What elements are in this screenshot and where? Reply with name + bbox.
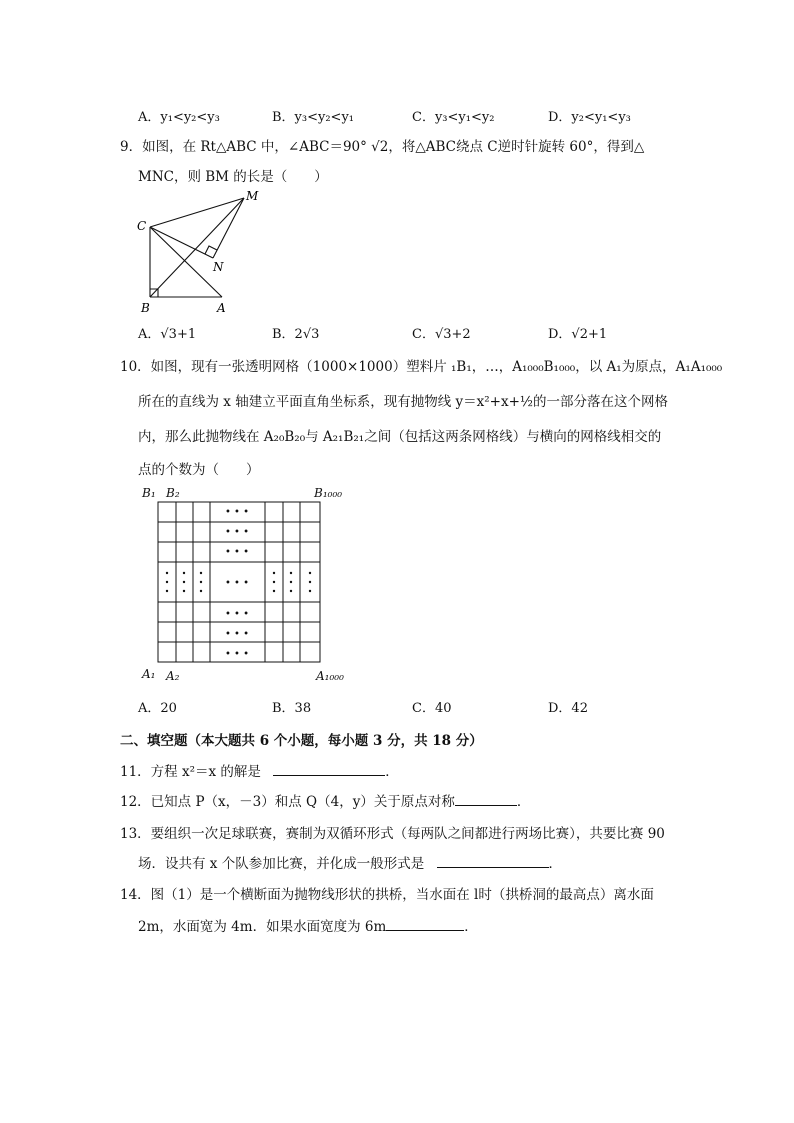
q9-label-n: N xyxy=(213,260,224,274)
q9-stem-line2: MNC，则 BM 的长是（ ） xyxy=(138,169,328,185)
q10-stem-line1: 10．如图，现有一张透明网格（1000×1000）塑料片 ₁B₁，…，A₁₀₀₀B₁₀₀₀，以 A₁为原点，A₁A₁₀₀₀ xyxy=(120,359,723,375)
q10-label-a1: A₁ xyxy=(142,667,156,681)
q10-option-c: C．40 xyxy=(412,701,452,716)
q10-option-d: D．42 xyxy=(548,701,588,716)
q8-option-b: B．y₃<y₂<y₁ xyxy=(272,110,355,125)
q14-text: 2m，水面宽为 4m．如果水面宽度为 6m xyxy=(138,919,387,935)
q10-dots: • • • xyxy=(224,629,250,640)
q13-line2 xyxy=(138,852,562,872)
q14-line1: 14．图（1）是一个横断面为抛物线形状的拱桥，当水面在 l时（拱桥洞的最高点）离水面 xyxy=(120,887,654,903)
q12-text: 12．已知点 P（x，－3）和点 Q（4，y）关于原点对称 xyxy=(120,794,455,810)
section-heading: 二、填空题（本大题共 6 个小题，每小题 3 分，共 18 分） xyxy=(120,733,483,749)
q11-text: 11．方程 x²＝x 的解是 xyxy=(120,764,261,780)
q13-answer-blank xyxy=(437,855,549,868)
q8-option-a: A．y₁<y₂<y₃ xyxy=(138,110,220,125)
q13-line1: 13．要组织一次足球联赛，赛制为双循环形式（每两队之间都进行两场比赛），共要比赛 90 xyxy=(120,826,665,842)
q10-stem-line2: 所在的直线为 x 轴建立平面直角坐标系，现有抛物线 y＝x²+x+½的一部分落在这个网格 xyxy=(138,394,668,410)
q10-dots: • • • xyxy=(224,527,250,538)
q10-option-a: A．20 xyxy=(138,701,177,716)
q13-period: ． xyxy=(548,856,562,872)
q10-dots: • • • xyxy=(224,547,250,558)
q11-period: ． xyxy=(385,764,399,780)
q10-label-b1: B₁ xyxy=(142,486,156,500)
q10-label-a1000: A₁₀₀₀ xyxy=(316,669,344,683)
q10-grid-figure xyxy=(138,482,368,690)
q12-period: ． xyxy=(516,794,531,810)
q9-option-d: D．√2+1 xyxy=(548,327,608,342)
q10-dots: • • • xyxy=(224,649,250,660)
q12-answer-blank xyxy=(455,793,517,806)
q10-label-b1000: B₁₀₀₀ xyxy=(314,486,343,500)
q9-stem-line1: 9．如图，在 Rt△ABC 中，∠ABC＝90° √2，将△ABC绕点 C逆时针旋转 60°，得到△ xyxy=(120,139,645,155)
q10-dots: • • • xyxy=(224,578,250,589)
q11 xyxy=(120,760,399,780)
q8-option-c: C．y₃<y₁<y₂ xyxy=(412,110,495,125)
q10-label-b2: B₂ xyxy=(166,486,180,500)
q14-period: ． xyxy=(464,919,478,935)
q9-option-b: B．2√3 xyxy=(272,327,320,342)
q13-text: 场．设共有 x 个队参加比赛，并化成一般形式是 xyxy=(138,856,425,872)
q10-stem-line3: 内，那么此抛物线在 A₂₀B₂₀与 A₂₁B₂₁之间（包括这两条网格线）与横向的网格线相交的 xyxy=(138,429,662,445)
q12 xyxy=(120,790,530,810)
q9-triangle-figure xyxy=(130,185,270,320)
q9-label-a: A xyxy=(217,301,226,315)
q9-option-c: C．√3+2 xyxy=(412,327,471,342)
q9-label-m: M xyxy=(246,189,259,203)
q14-answer-blank xyxy=(386,918,464,931)
q10-dots: • • • xyxy=(224,507,250,518)
q11-answer-blank xyxy=(273,763,385,776)
q14-line2 xyxy=(138,915,478,935)
q10-label-a2: A₂ xyxy=(166,669,180,683)
q9-label-c: C xyxy=(137,219,147,233)
q9-label-b: B xyxy=(141,301,150,315)
q8-option-d: D．y₂<y₁<y₃ xyxy=(548,110,631,125)
q10-option-b: B．38 xyxy=(272,701,312,716)
q9-option-a: A．√3+1 xyxy=(138,327,197,342)
q10-stem-line4: 点的个数为（ ） xyxy=(138,462,260,478)
q10-dots: • • • xyxy=(224,609,250,620)
